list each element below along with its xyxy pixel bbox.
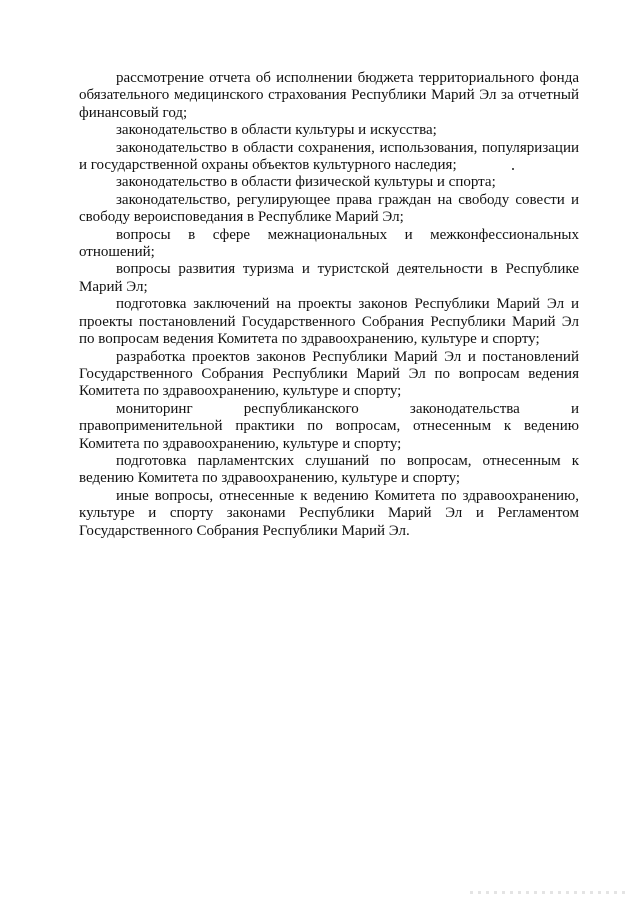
scan-speck	[512, 168, 514, 170]
paragraph-heritage-law: законодательство в области сохранения, использования, популяризации и государственной охраны объектов культурного наследия;	[79, 139, 579, 174]
paragraph-budget-report: рассмотрение отчета об исполнении бюджета территориального фонда обязательного медицинского страхования Республики Марий Эл за отчетный финансовый год;	[79, 70, 579, 121]
paragraph-tourism: вопросы развития туризма и туристской деятельности в Республике Марий Эл;	[79, 261, 579, 295]
paragraph-interethnic-relations: вопросы в сфере межнациональных и межконфессиональных отношений;	[79, 226, 579, 261]
paragraph-freedom-of-conscience: законодательство, регулирующее права граждан на свободу совести и свободу вероисповедания в Республике Марий Эл;	[79, 191, 579, 226]
paragraph-other-matters: иные вопросы, отнесенные к ведению Комитета по здравоохранению, культуре и спорту законами Республики Марий Эл и Регламентом Государственного Собрания Республики Марий Эл.	[79, 487, 579, 539]
paragraph-monitoring: мониторинг республиканского законодательства и правоприменительной практики по вопросам, отнесенным к ведению Комитета по здравоохранению, культуре и спорту;	[79, 400, 579, 452]
paragraph-draft-laws: разработка проектов законов Республики Марий Эл и постановлений Государственного Собрания Республики Марий Эл по вопросам ведения Комитета по здравоохранению, культуре и спорту;	[79, 348, 579, 400]
paragraph-hearings: подготовка парламентских слушаний по вопросам, отнесенным к ведению Комитета по здравоохранению, культуре и спорту;	[79, 452, 579, 487]
paragraph-sport-law: законодательство в области физической культуры и спорта;	[116, 174, 496, 191]
document-body	[79, 70, 579, 540]
paragraph-culture-law: законодательство в области культуры и искусства;	[116, 122, 437, 139]
scan-edge-artifact	[470, 891, 630, 894]
paragraph-draft-conclusions: подготовка заключений на проекты законов Республики Марий Эл и проекты постановлений Государственного Собрания Республики Марий Эл по вопросам ведения Комитета по здравоохранению, культуре и спорту;	[79, 296, 579, 348]
